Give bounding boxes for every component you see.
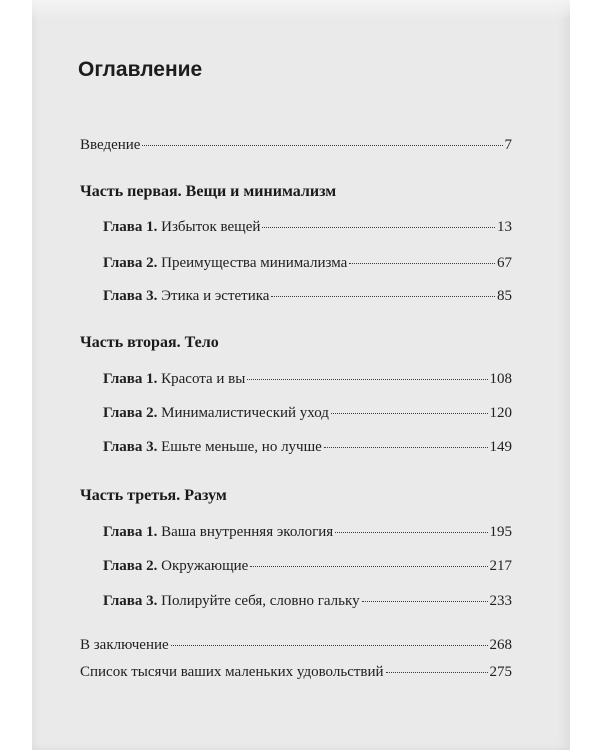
leader-dots	[331, 413, 488, 414]
toc-entry-intro	[80, 137, 512, 154]
toc-entry-chapter	[103, 593, 512, 610]
chapter-number: Глава 1.	[103, 524, 158, 540]
chapter-number: Глава 2.	[103, 558, 158, 574]
toc-entry-chapter	[103, 439, 512, 456]
toc-entry-label: Список тысячи ваших маленьких удовольствий	[80, 664, 384, 680]
page-number: 217	[489, 558, 512, 574]
page-number: 67	[497, 255, 512, 271]
toc-entry-label: Введение	[80, 137, 141, 153]
chapter-number: Глава 3.	[103, 288, 158, 304]
chapter-number: Глава 3.	[103, 593, 158, 609]
leader-dots	[324, 447, 488, 448]
chapter-name: Ешьте меньше, но лучше	[161, 439, 322, 455]
toc-title: Оглавление	[78, 58, 203, 81]
chapter-number: Глава 2.	[103, 405, 158, 421]
page-number: 85	[497, 288, 512, 304]
chapter-name: Избыток вещей	[161, 219, 261, 235]
leader-dots	[271, 296, 495, 297]
page-number: 268	[489, 637, 512, 653]
chapter-number: Глава 1.	[103, 219, 158, 235]
chapter-name: Ваша внутренняя экология	[161, 524, 334, 540]
toc-entry-chapter	[103, 255, 512, 272]
chapter-number: Глава 2.	[103, 255, 158, 271]
toc-entry-chapter	[103, 219, 512, 236]
page-number: 7	[504, 137, 512, 153]
leader-dots	[171, 645, 488, 646]
page-number: 195	[489, 524, 512, 540]
page-number: 275	[489, 664, 512, 680]
toc-entry-list	[80, 664, 512, 681]
toc-entry-label: В заключение	[80, 637, 169, 653]
part-title: Часть первая. Вещи и минимализм	[80, 183, 337, 200]
toc-entry-chapter	[103, 558, 512, 575]
chapter-name: Полируйте себя, словно гальку	[161, 593, 360, 609]
chapter-name: Этика и эстетика	[161, 288, 270, 304]
part-title: Часть вторая. Тело	[80, 334, 219, 351]
chapter-name: Красота и вы	[161, 371, 246, 387]
chapter-name: Минималистический уход	[161, 405, 329, 421]
toc-entry-chapter	[103, 371, 512, 388]
toc-entry-chapter	[103, 288, 512, 305]
page-number: 108	[489, 371, 512, 387]
leader-dots	[362, 601, 488, 602]
toc-entry-chapter	[103, 405, 512, 422]
page-number: 13	[497, 219, 512, 235]
leader-dots	[349, 263, 495, 264]
leader-dots	[142, 145, 502, 146]
chapter-name: Преимущества минимализма	[161, 255, 348, 271]
page-number: 233	[489, 593, 512, 609]
page-number: 120	[489, 405, 512, 421]
leader-dots	[250, 566, 487, 567]
leader-dots	[247, 379, 487, 380]
page-top-shade	[32, 0, 570, 20]
leader-dots	[335, 532, 487, 533]
toc-entry-conclusion	[80, 637, 512, 654]
part-title: Часть третья. Разум	[80, 487, 227, 504]
toc-entry-chapter	[103, 524, 512, 541]
chapter-number: Глава 1.	[103, 371, 158, 387]
chapter-name: Окружающие	[161, 558, 249, 574]
leader-dots	[386, 672, 488, 673]
leader-dots	[262, 227, 495, 228]
chapter-number: Глава 3.	[103, 439, 158, 455]
page-number: 149	[489, 439, 512, 455]
